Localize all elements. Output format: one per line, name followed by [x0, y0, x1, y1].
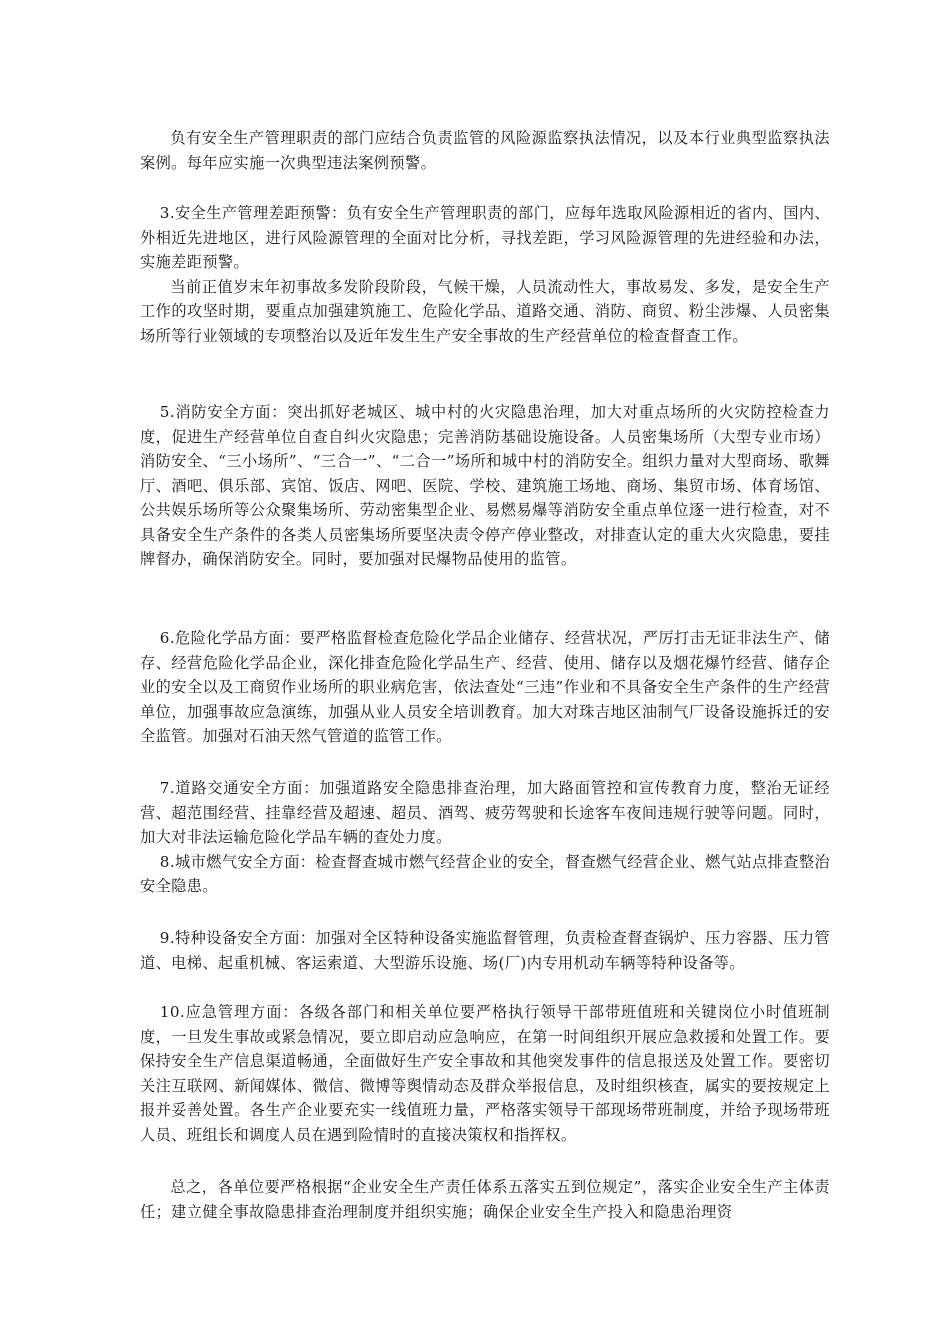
paragraph-block-8: [140, 1175, 830, 1224]
paragraph-current-period: 当前正值岁末年初事故多发阶段阶段，气候干燥，人员流动性大，事故易发、多发，是安全生产工作的攻坚时期，要重点加强建筑施工、危险化学品、道路交通、消防、商贸、粉尘涉爆、人员密集场所等行业领域的专项整治以及近年发生生产安全事故的生产经营单位的检查督查工作。: [140, 277, 830, 345]
paragraph-block-5: [140, 776, 830, 899]
paragraph-block-1: [140, 126, 830, 175]
paragraph-item-3: 3.安全生产管理差距预警：负有安全生产管理职责的部门，应每年选取风险源相近的省内、国内、外相近先进地区，进行风险源管理的全面对比分析，寻找差距，学习风险源管理的先进经验和办法，实施差距预警。: [140, 204, 830, 271]
paragraph-item-7: 7.道路交通安全方面：加强道路安全隐患排查治理，加大路面管控和宣传教育力度，整治无证经营、超范围经营、挂靠经营及超速、超员、酒驾、疲劳驾驶和长途客车夜间违规行驶等问题。同时，加大对非法运输危险化学品车辆的查处力度。: [140, 779, 830, 846]
paragraph-item-10: 10.应急管理方面：各级各部门和相关单位要严格执行领导干部带班值班和关键岗位小时值班制度，一旦发生事故或紧急情况，要立即启动应急响应，在第一时间组织开展应急救援和处置工作。要保持安全生产信息渠道畅通，全面做好生产安全事故和其他突发事件的信息报送及处置工作。要密切关注互联网、新闻媒体、微信、微博等舆情动态及群众举报信息，及时组织核查，属实的要按规定上报并妥善处置。各生产企业要充实一线值班力量，严格落实领导干部现场带班制度，并给予现场带班人员、班组长和调度人员在遇到险情时的直接决策权和指挥权。: [140, 1003, 830, 1144]
paragraph-block-6: [140, 926, 830, 975]
paragraph-item-9: 9.特种设备安全方面：加强对全区特种设备实施监督管理，负责检查督查锅炉、压力容器、压力管道、电梯、起重机械、客运索道、大型游乐设施、场(厂)内专用机动车辆等特种设备等。: [140, 929, 830, 972]
paragraph-block-7: [140, 1000, 830, 1147]
paragraph-item-5: 5.消防安全方面：突出抓好老城区、城中村的火灾隐患治理，加大对重点场所的火灾防控检查力度，促进生产经营单位自查自纠火灾隐患；完善消防基础设施设备。人员密集场所（大型专业市场）消防安全、“三小场所”、“三合一”、“二合一”场所和城中村的消防安全。组织力量对大型商场、歌舞厅、酒吧、俱乐部、宾馆、饭店、网吧、医院、学校、建筑施工场地、商场、集贸市场、体育场馆、公共娱乐场所等公众聚集场所、劳动密集型企业、易燃易爆等消防安全重点单位逐一进行检查，对不具备安全生产条件的各类人员密集场所要坚决责令停产停业整改，对排查认定的重大火灾隐患，要挂牌督办，确保消防安全。同时，要加强对民爆物品使用的监管。: [140, 403, 830, 568]
paragraph-block-3: [140, 400, 830, 572]
paragraph-monitoring-cases: 负有安全生产管理职责的部门应结合负责监管的风险源监察执法情况，以及本行业典型监察执法案例。每年应实施一次典型违法案例预警。: [140, 129, 830, 172]
paragraph-item-8: 8.城市燃气安全方面：检查督查城市燃气经营企业的安全，督查燃气经营企业、燃气站点排查整治安全隐患。: [140, 852, 830, 895]
paragraph-item-6: 6.危险化学品方面：要严格监督检查危险化学品企业储存、经营状况，严厉打击无证非法生产、储存、经营危险化学品企业，深化排查危险化学品生产、经营、使用、储存以及烟花爆竹经营、储存企业的安全以及工商贸作业场所的职业病危害，依法查处“三违”作业和不具备安全生产条件的生产经营单位，加强事故应急演练，加强从业人员安全培训教育。加大对珠吉地区油制气厂设备设施拆迁的安全监管。加强对石油天然气管道的监管工作。: [140, 629, 830, 745]
paragraph-block-4: [140, 626, 830, 749]
paragraph-block-2: [140, 201, 830, 348]
paragraph-summary: 总之，各单位要严格根据“企业安全生产责任体系五落实五到位规定”，落实企业安全生产主体责任；建立健全事故隐患排查治理制度并组织实施；确保企业安全生产投入和隐患治理资: [140, 1178, 830, 1221]
